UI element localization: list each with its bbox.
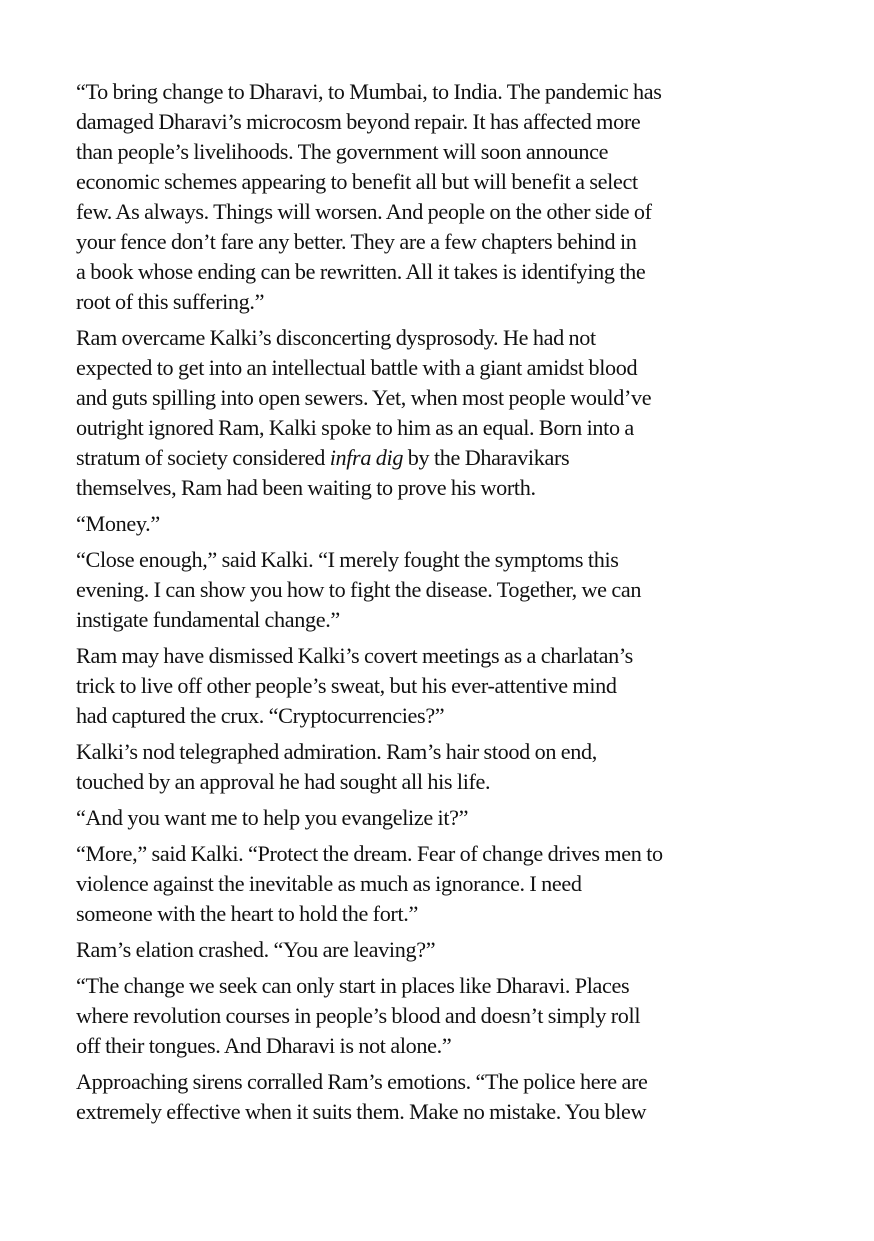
text-line: extremely effective when it suits them. Make no mistake. You blew xyxy=(76,1099,647,1124)
text-line: where revolution courses in people’s blood and doesn’t simply roll xyxy=(76,1003,641,1028)
text-line: Approaching sirens corralled Ram’s emotions. “The police here are xyxy=(76,1069,648,1094)
text-line: Kalki’s nod telegraphed admiration. Ram’s hair stood on end, xyxy=(76,739,597,764)
text-line: “Close enough,” said Kalki. “I merely fought the symptoms this xyxy=(76,547,619,572)
text-line: few. As always. Things will worsen. And people on the other side of xyxy=(76,199,652,224)
text-line: someone with the heart to hold the fort.” xyxy=(76,901,418,926)
text-line: touched by an approval he had sought all his life. xyxy=(76,769,491,794)
text-line: “The change we seek can only start in places like Dharavi. Places xyxy=(76,973,630,998)
text-line: root of this suffering.” xyxy=(76,289,265,314)
paragraph-4 xyxy=(76,545,806,635)
text-line: had captured the crux. “Cryptocurrencies?” xyxy=(76,703,445,728)
text-segment: by the Dharavikars xyxy=(403,445,570,470)
text-line: evening. I can show you how to fight the disease. Together, we can xyxy=(76,577,642,602)
paragraph-10 xyxy=(76,971,806,1061)
text-line: a book whose ending can be rewritten. All it takes is identifying the xyxy=(76,259,646,284)
text-line: off their tongues. And Dharavi is not alone.” xyxy=(76,1033,452,1058)
paragraph-1 xyxy=(76,77,806,317)
text-line: Ram may have dismissed Kalki’s covert meetings as a charlatan’s xyxy=(76,643,633,668)
text-line: trick to live off other people’s sweat, but his ever-attentive mind xyxy=(76,673,617,698)
text-line: “More,” said Kalki. “Protect the dream. Fear of change drives men to xyxy=(76,841,663,866)
text-line: “To bring change to Dharavi, to Mumbai, to India. The pandemic has xyxy=(76,79,662,104)
text-line: outright ignored Ram, Kalki spoke to him as an equal. Born into a xyxy=(76,415,634,440)
text-line: economic schemes appearing to benefit all but will benefit a select xyxy=(76,169,638,194)
text-line: than people’s livelihoods. The government will soon announce xyxy=(76,139,609,164)
text-line: “And you want me to help you evangelize it?” xyxy=(76,805,469,830)
text-line-with-italic xyxy=(76,443,806,473)
text-line: violence against the inevitable as much as ignorance. I need xyxy=(76,871,582,896)
paragraph-8 xyxy=(76,839,806,929)
paragraph-6 xyxy=(76,737,806,797)
text-line: your fence don’t fare any better. They are a few chapters behind in xyxy=(76,229,637,254)
text-body xyxy=(76,77,806,1133)
text-line: instigate fundamental change.” xyxy=(76,607,340,632)
paragraph-5 xyxy=(76,641,806,731)
text-line: and guts spilling into open sewers. Yet, when most people would’ve xyxy=(76,385,652,410)
text-line: damaged Dharavi’s microcosm beyond repair. It has affected more xyxy=(76,109,641,134)
text-line: Ram overcame Kalki’s disconcerting dysprosody. He had not xyxy=(76,325,596,350)
paragraph-11 xyxy=(76,1067,806,1127)
text-line: themselves, Ram had been waiting to prove his worth. xyxy=(76,475,536,500)
text-line: Ram’s elation crashed. “You are leaving?” xyxy=(76,937,436,962)
italic-phrase: infra dig xyxy=(329,445,404,470)
paragraph-3 xyxy=(76,509,806,539)
text-line: expected to get into an intellectual battle with a giant amidst blood xyxy=(76,355,638,380)
paragraph-9 xyxy=(76,935,806,965)
paragraph-7 xyxy=(76,803,806,833)
text-line: “Money.” xyxy=(76,511,160,536)
text-segment: stratum of society considered xyxy=(76,445,330,470)
paragraph-2 xyxy=(76,323,806,503)
